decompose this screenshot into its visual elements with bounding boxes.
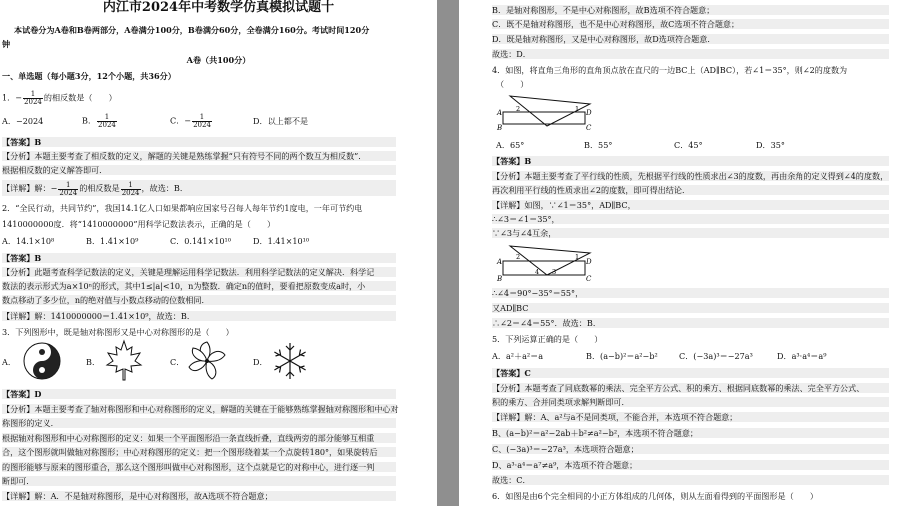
q5-answer: 【答案】C xyxy=(492,368,889,378)
q2-analysis-2: 数法的表示形式为a×10ⁿ的形式，其中1≤|a|<10，n为整数．确定n的值时，要看把原数变成a时，小 xyxy=(2,281,396,291)
q3-detail-c: C．既不是轴对称图形，也不是中心对称图形，故C选项不符合题意； xyxy=(492,19,889,29)
bauhinia-flower-icon xyxy=(186,340,228,382)
q5-option-d: D．a³·a⁴＝a⁹ xyxy=(777,351,827,361)
q3-analysis-2: 称图形的定义． xyxy=(2,418,396,428)
label-C: C xyxy=(586,124,592,132)
q3-conclusion: 故选：D． xyxy=(492,49,889,59)
q3-option-a: A． xyxy=(2,357,16,367)
q3-detail-d: D．既是轴对称图形，又是中心对称图形，故D选项符合题意． xyxy=(492,34,889,44)
q4-detail-4: ∴∠4＝90°−35°＝55°， xyxy=(492,288,889,298)
q2-option-b: B．1.41×10⁹ xyxy=(86,236,139,246)
question-4-line-2: （ ） xyxy=(496,79,529,89)
q4-option-b: B．55° xyxy=(584,140,613,150)
q4-analysis-1: 【分析】本题主要考查了平行线的性质，先根据平行线的性质求出∠3的度数，再由余角的定义得到∠4的度数， xyxy=(492,171,889,181)
q2-detail: 【详解】解：1410000000＝1.41×10⁹，故选：B． xyxy=(2,311,396,321)
label-B: B xyxy=(497,124,503,132)
q5-detail-d: D、a³·a⁴＝a⁷≠a⁹，本选项不符合题意； xyxy=(492,460,889,470)
q5-option-a: A．a²＋a²＝a xyxy=(492,351,544,361)
q2-analysis-3: 数点移动了多少位，n的绝对值与小数点移动的位数相同． xyxy=(2,295,396,305)
label-angle-1: 1 xyxy=(575,105,580,113)
label2-B: B xyxy=(497,275,503,283)
label2-D: D xyxy=(586,258,592,266)
label2-C: C xyxy=(586,275,592,283)
q4-answer: 【答案】B xyxy=(492,156,889,166)
question-1: 1．− $\frac{1}{2024}$ 的相反数是（ ） xyxy=(2,90,117,106)
q4-analysis-2: 再次利用平行线的性质求出∠2的度数，即可得出结论． xyxy=(492,185,889,195)
question-2-line-1: 2．“全民行动，共同节约”，我国14.1亿人口如果都响应国家号召每人每年节约1度电，一年可节约电 xyxy=(2,203,363,213)
label2-angle-2: 2 xyxy=(516,253,521,261)
q3-detail: 【详解】解：A．不是轴对称图形，是中心对称图形，故A选项不符合题意； xyxy=(2,491,396,501)
q1-option-b: B． $\frac{1}{2024}$ xyxy=(82,113,116,129)
q3-analysis-4: 合，这个图形就叫做轴对称图形；中心对称图形的定义：把一个图形绕着某一个点旋转180°，如果旋转后 xyxy=(2,447,396,457)
q1-option-d: D．以上都不是 xyxy=(253,116,309,126)
q4-detail-6: ∴∠2＝∠4＝55°．故选：B． xyxy=(492,318,889,328)
q3-option-b: B． xyxy=(86,357,101,367)
label2-angle-1: 1 xyxy=(575,253,580,261)
question-4-line-1: 4．如图，将直角三角形的直角顶点放在直尺的一边BC上（AD∥BC），若∠1＝35°，则∠2的度数为 xyxy=(492,65,848,75)
q1-option-c: C．− $\frac{1}{2024}$ xyxy=(170,113,211,129)
q5-detail-a: 【详解】解：A、a²与a不是同类项，不能合并，本选项不符合题意； xyxy=(492,412,889,422)
question-3: 3．下列图形中，既是轴对称图形又是中心对称图形的是（ ） xyxy=(2,327,234,337)
q4-detail-2: ∴∠3＝∠1＝35°， xyxy=(492,214,889,224)
q4-detail-3: ∵∠3与∠4互余， xyxy=(492,228,889,238)
question-2-line-2: 1410000000度．将“1410000000”用科学记数法表示，正确的是（ ） xyxy=(2,219,276,229)
paper-title: 内江市2024年中考数学仿真模拟试题十 xyxy=(102,0,335,15)
maple-leaf-icon xyxy=(104,339,144,381)
q5-detail-b: B、(a−b)²＝a²−2ab＋b²≠a²−b²，本选项不符合题意； xyxy=(492,428,889,438)
question-5: 5．下列运算正确的是（ ） xyxy=(492,334,603,344)
q2-analysis-1: 【分析】此题考查科学记数法的定义，关键是理解运用科学记数法．利用科学记数法的定义解决．科学记 xyxy=(2,267,396,277)
ruler-triangle-figure-annotated xyxy=(495,243,595,285)
question-6: 6．如图是由6个完全相同的小正方体组成的几何体，则从左面看得到的平面图形是（ ） xyxy=(492,491,818,501)
label2-angle-3: 3 xyxy=(552,268,557,276)
q3-analysis-1: 【分析】本题主要考查了轴对称图形和中心对称图形的定义，解题的关键在于能够熟练掌握轴对称图形和中心对 xyxy=(2,404,399,414)
q3-analysis-6: 断即可． xyxy=(2,476,396,486)
right-page xyxy=(459,0,900,506)
q5-option-b: B．(a−b)²＝a²−b² xyxy=(586,351,658,361)
q3-analysis-5: 的图形能够与原来的图形重合，那么这个图形叫做中心对称图形，这个点就是它的对称中心，进行逐一判 xyxy=(2,462,396,472)
ruler-triangle-figure xyxy=(495,92,595,134)
q1-option-a: A．−2024 xyxy=(2,116,44,126)
q4-option-c: C．45° xyxy=(674,140,703,150)
intro-line-1: 本试卷分为A卷和B卷两部分，A卷满分100分，B卷满分60分，全卷满分160分。考试时间120分 xyxy=(14,25,370,35)
q5-option-c: C．(−3a)³＝−27a³ xyxy=(679,351,753,361)
q5-analysis-1: 【分析】本题考查了同底数幂的乘法、完全平方公式、积的乘方、根据同底数幂的乘法、完全平方公式、 xyxy=(492,383,889,393)
label-A: A xyxy=(497,109,503,117)
q3-option-c: C． xyxy=(170,357,185,367)
left-page xyxy=(0,0,437,506)
q5-conclusion: 故选：C． xyxy=(492,475,889,485)
q3-option-d: D． xyxy=(253,357,268,367)
q2-option-c: C．0.141×10¹⁰ xyxy=(170,236,232,246)
label-angle-2: 2 xyxy=(516,105,521,113)
q2-answer: 【答案】B xyxy=(2,253,396,263)
label2-A: A xyxy=(497,258,503,266)
q2-option-d: D．1.41×10¹⁰ xyxy=(253,236,310,246)
q5-analysis-2: 积的乘方、合并同类项求解判断即可． xyxy=(492,397,889,407)
q4-option-a: A．65° xyxy=(496,140,525,150)
q3-analysis-3: 根据轴对称图形和中心对称图形的定义：如果一个平面图形沿一条直线折叠，直线两旁的部分能够互相重 xyxy=(2,433,396,443)
intro-line-2: 钟 xyxy=(2,39,11,49)
q3-detail-b: B．是轴对称图形，不是中心对称图形，故B选项不符合题意； xyxy=(492,5,889,15)
q1-answer: 【答案】B xyxy=(2,137,396,147)
yin-yang-icon xyxy=(22,341,62,381)
label-D: D xyxy=(586,109,592,117)
snowflake-icon xyxy=(270,341,310,381)
q1-analysis-2: 根据相反数的定义解答即可． xyxy=(2,165,396,175)
q4-option-d: D．35° xyxy=(756,140,785,150)
q1-analysis-1: 【分析】本题主要考查了相反数的定义，解题的关键是熟练掌握“只有符号不同的两个数互为相反数”． xyxy=(2,151,396,161)
q2-option-a: A．14.1×10⁸ xyxy=(2,236,55,246)
section-a-heading: A卷（共100分） xyxy=(186,55,251,65)
section-1-heading: 一、单选题（每小题3分，12个小题，共36分） xyxy=(2,71,176,81)
q1-detail: 【详解】解：− $\frac{1}{2024}$ 的相反数是 $\frac{1}{2024}$ ，故选：B． xyxy=(2,180,396,196)
label2-angle-4: 4 xyxy=(535,268,540,276)
q5-detail-c: C、(−3a)³＝−27a³，本选项符合题意； xyxy=(492,444,889,454)
q4-detail-1: 【详解】如图，∵∠1＝35°，AD∥BC， xyxy=(492,200,889,210)
q3-answer: 【答案】D xyxy=(2,389,396,399)
q4-detail-5: 又AD∥BC xyxy=(492,303,889,313)
